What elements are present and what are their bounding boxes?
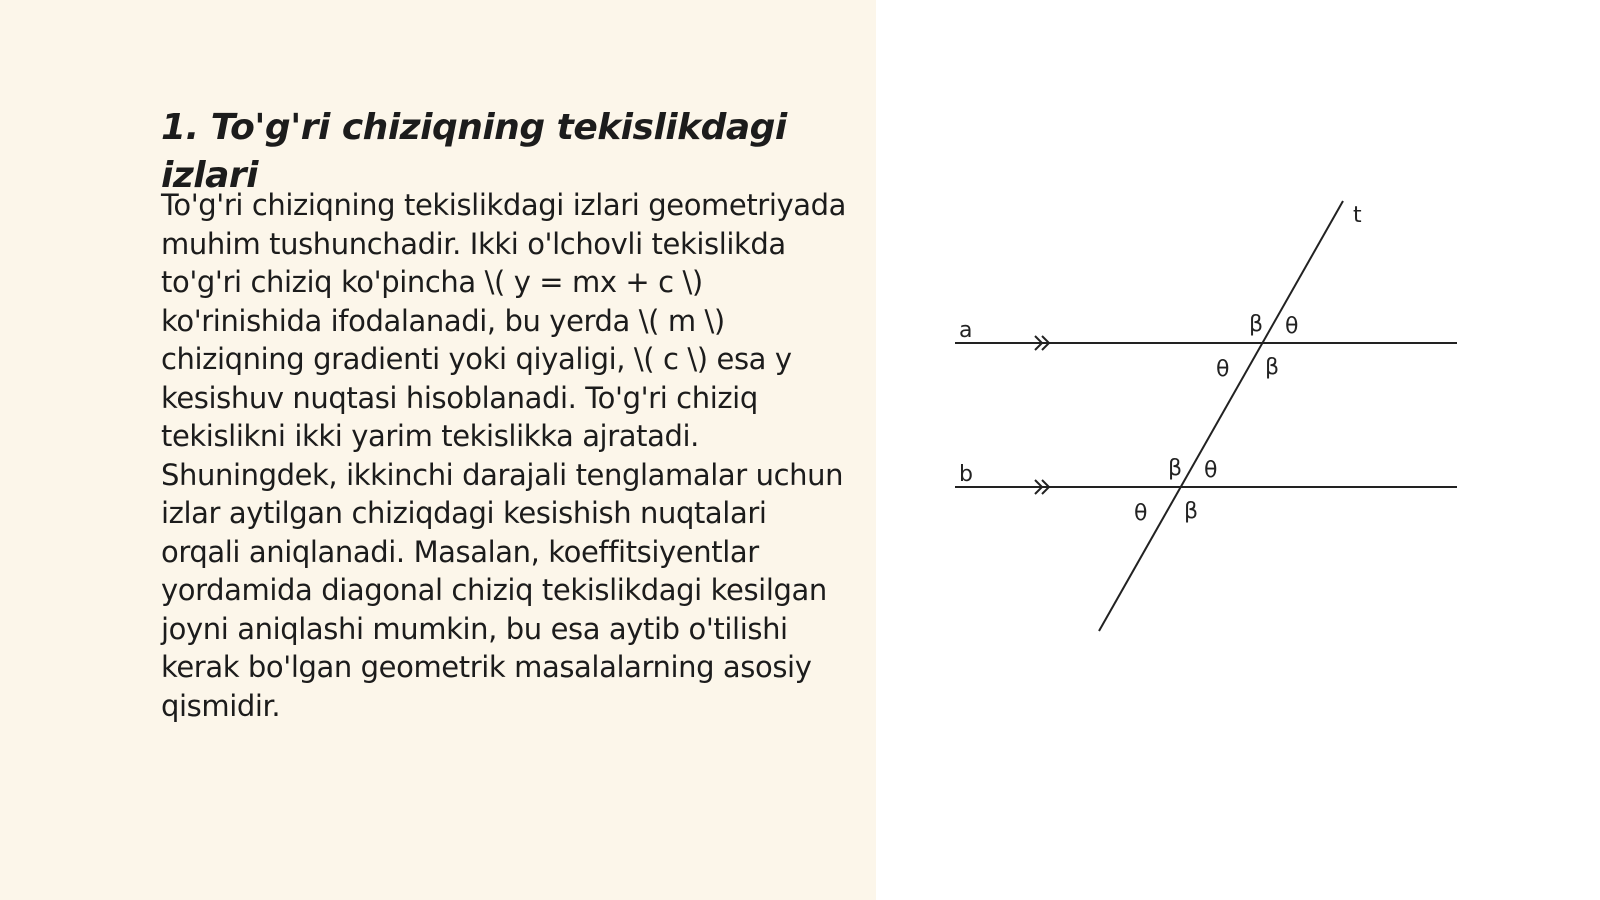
label-a: a <box>959 318 973 343</box>
slide-body-text: To'g'ri chiziqning tekislikdagi izlari geometriyada muhim tushunchadir. Ikki o'lchovli tekislikda to'g'ri chiziq ko'pincha \( y = mx + c \) ko'rinishida ifodalanadi, bu yerda \( m \) chiziqning gradienti yoki qiyaligi, \( c \) esa y kesishuv nuqtasi hisoblanadi. To'g'ri chiziq tekislikni ikki yarim tekislikka ajratadi. Shuningdek, ikkinchi darajali tenglamalar uchun izlar aytilgan chiziqdagi kesishish nuqtalari orqali aniqlanadi. Masalan, koeffitsiyentlar yordamida diagonal chiziq tekislikdagi kesilgan joyni aniqlashi mumkin, bu esa aytib o'tilishi kerak bo'lgan geometrik masalalarning asosiy qismidir. <box>161 188 846 723</box>
angle-b-top-left: β <box>1168 456 1183 481</box>
label-t: t <box>1353 203 1362 228</box>
angle-a-bottom-left: θ <box>1216 357 1230 382</box>
transversal-t <box>1099 201 1343 631</box>
angle-b-bottom-right: β <box>1184 499 1199 524</box>
angle-b-top-right: θ <box>1204 458 1218 483</box>
angle-a-top-right: θ <box>1285 314 1299 339</box>
angle-a-bottom-right: β <box>1265 355 1280 380</box>
label-b: b <box>959 462 973 487</box>
angle-b-bottom-left: θ <box>1134 501 1148 526</box>
slide-title: 1. To'g'ri chiziqning tekislikdagi izlari <box>161 107 787 196</box>
angle-a-top-left: β <box>1249 312 1264 337</box>
